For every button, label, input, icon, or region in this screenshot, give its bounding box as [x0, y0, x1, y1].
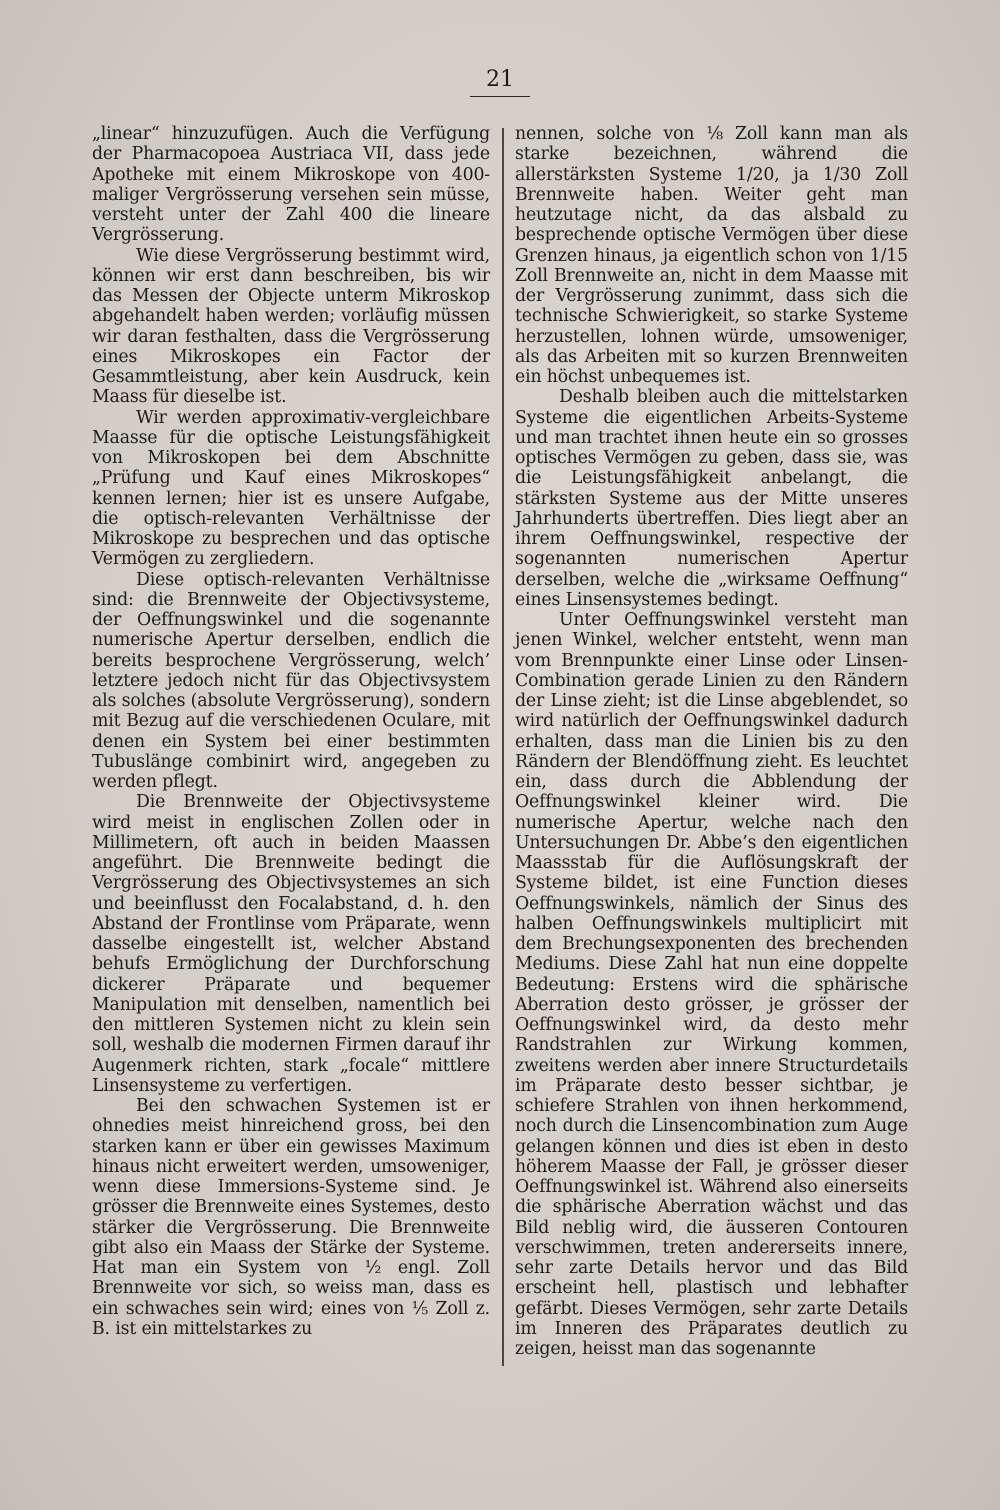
- paragraph: nennen, solche von ⅛ Zoll kann man als starke bezeichnen, während die allerstärksten Systeme 1/20, ja 1/30 Zoll Brennweite haben. Weiter geht man heutzutage nicht, da das alsbald zu besprechende optische Vermögen über diese Grenzen hinaus, ja eigentlich schon von 1/15 Zoll Brennweite an, nicht in dem Maasse mit der Vergrösserung zunimmt, dass sich die technische Schwierigkeit, so starke Systeme herzustellen, lohnen würde, umsoweniger, als das Arbeiten mit so kurzen Brennweiten ein höchst unbequemes ist.: [515, 124, 908, 387]
- paragraph: Deshalb bleiben auch die mittelstarken Systeme die eigentlichen Arbeits-Systeme und man trachtet ihnen heute ein so grosses optisches Vermögen zu geben, dass sie, was die Leistungsfähigkeit anbelangt, die stärksten Systeme aus der Mitte unseres Jahrhunderts übertreffen. Dies liegt aber an ihrem Oeffnungswinkel, respective der sogenannten numerischen Apertur derselben, welche die „wirksame Oeffnung“ eines Linsensystemes bedingt.: [515, 387, 908, 610]
- paragraph: Bei den schwachen Systemen ist er ohnedies meist hinreichend gross, bei den starken kann er über ein gewisses Maximum hinaus nicht erweitert werden, umsoweniger, wenn diese Immersions-Systeme sind. Je grösser die Brennweite eines Systemes, desto stärker die Vergrösserung. Die Brennweite gibt also ein Maass der Stärke der Systeme. Hat man ein System von ½ engl. Zoll Brennweite vor sich, so weiss man, dass es ein schwaches sein wird; eines von ⅕ Zoll z. B. ist ein mittelstarkes zu: [92, 1096, 490, 1339]
- paragraph: Wie diese Vergrösserung bestimmt wird, können wir erst dann beschreiben, bis wir das Messen der Objecte unterm Mikroskop abgehandelt haben werden; vorläufig müssen wir daran festhalten, dass die Vergrösserung eines Mikroskopes ein Factor der Gesammtleistung, aber kein Ausdruck, kein Maass für dieselbe ist.: [92, 245, 490, 408]
- paragraph: Unter Oeffnungswinkel versteht man jenen Winkel, welcher entsteht, wenn man vom Brennpunkte einer Linse oder Linsen-Combination gerade Linien zu den Rändern der Linse zieht; ist die Linse abgeblendet, so wird natürlich der Oeffnungswinkel dadurch erhalten, dass man die Linien bis zu den Rändern der Blendöffnung zieht. Es leuchtet ein, dass durch die Abblendung der Oeffnungswinkel kleiner wird. Die numerische Apertur, welche nach den Untersuchungen Dr. Abbe’s den eigentlichen Maassstab für die Auflösungskraft der Systeme bildet, ist eine Function dieses Oeffnungswinkels, nämlich der Sinus des halben Oeffnungswinkels multiplicirt mit dem Brechungsexponenten des brechenden Mediums. Diese Zahl hat nun eine doppelte Bedeutung: Erstens wird die sphärische Aberration desto grösser, je grösser der Oeffnungswinkel wird, da desto mehr Randstrahlen zur Wirkung kommen, zweitens werden aber innere Structurdetails im Präparate desto besser sichtbar, je schiefere Strahlen von ihnen herkommend, noch durch die Linsencombination zum Auge gelangen können und dies ist eben in desto höherem Maasse der Fall, je grösser dieser Oeffnungswinkel ist. Während also einerseits die sphärische Aberration wächst und das Bild neblig wird, die äusseren Contouren verschwimmen, treten andererseits innere, sehr zarte Details hervor und das Bild erscheint hell, plastisch und lebhafter gefärbt. Dieses Vermögen, sehr zarte Details im Inneren des Präparates deutlich zu zeigen, heisst man das sogenannte: [515, 610, 908, 1359]
- left-column: [92, 124, 490, 1339]
- paragraph: Die Brennweite der Objectivsysteme wird meist in englischen Zollen oder in Millimetern, oft auch in beiden Maassen angeführt. Die Brennweite bedingt die Vergrösserung des Objectivsystemes an sich und beeinflusst den Focalabstand, d. h. den Abstand der Frontlinse vom Präparate, wenn dasselbe eingestellt ist, welcher Abstand behufs Ermöglichung der Durchforschung dickerer Präparate und bequemer Manipulation mit denselben, namentlich bei den mittleren Systemen nicht zu klein sein soll, weshalb die modernen Firmen darauf ihr Augenmerk richten, stark „focale“ mittlere Linsensysteme zu verfertigen.: [92, 792, 490, 1096]
- page-number: 21: [470, 66, 530, 97]
- paragraph: Wir werden approximativ-vergleichbare Maasse für die optische Leistungsfähigkeit von Mikroskopen bei dem Abschnitte „Prüfung und Kauf eines Mikroskopes“ kennen lernen; hier ist es unsere Aufgabe, die optisch-relevanten Verhältnisse der Mikroskope zu besprechen und das optische Vermögen zu zergliedern.: [92, 407, 490, 570]
- right-column: [515, 124, 908, 1359]
- column-divider: [502, 128, 504, 1366]
- paragraph: „linear“ hinzuzufügen. Auch die Verfügung der Pharmacopoea Austriaca VII, dass jede Apotheke mit einem Mikroskope von 400-maliger Vergrösserung versehen sein müsse, versteht unter der Zahl 400 die lineare Vergrösserung.: [92, 124, 490, 246]
- paragraph: Diese optisch-relevanten Verhältnisse sind: die Brennweite der Objectivsysteme, der Oeffnungswinkel und die sogenannte numerische Apertur derselben, endlich die bereits besprochene Vergrösserung, welch’ letztere jedoch nicht für das Objectivsystem als solches (absolute Vergrösserung), sondern mit Bezug auf die verschiedenen Oculare, mit denen ein System bei einer bestimmten Tubuslänge combinirt wird, angegeben zu werden pflegt.: [92, 569, 490, 792]
